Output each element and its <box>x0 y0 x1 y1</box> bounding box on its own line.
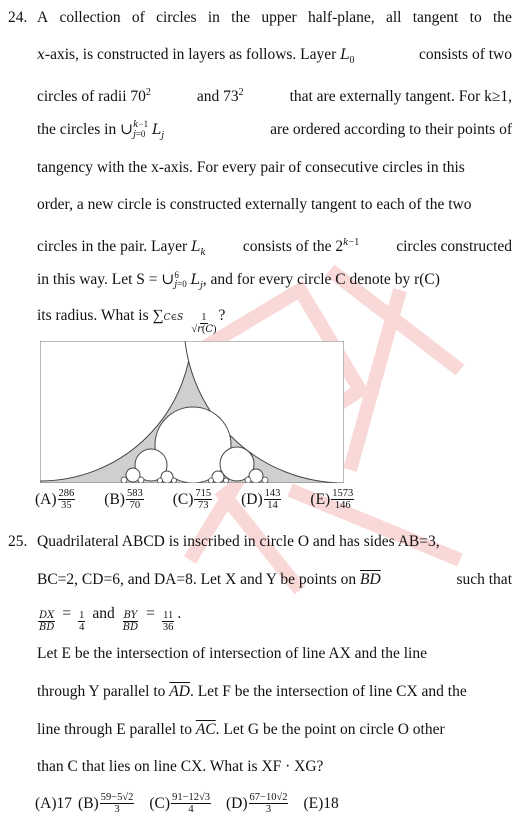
p25-line-6: line through E parallel to $\overline{AC}$. Let G be the point on circle O other <box>37 721 445 738</box>
p24-choice-b[interactable]: (B) $\frac{583}{70}$ <box>104 488 143 511</box>
p24-choice-e[interactable]: (E) $\frac{1573}{146}$ <box>310 488 354 511</box>
p25-choice-e[interactable]: (E)18 <box>303 794 339 812</box>
p24-line-6: order, a new circle is constructed externally tangent to each of the two <box>37 196 472 213</box>
p25-line-7: than C that lies on line CX. What is XF · XG? <box>37 758 324 775</box>
p24-line-4: the circles in ∪ k−1 j=0 $L_j$ are ordered according to their points of <box>37 119 512 141</box>
p24-line-5: tangency with the x-axis. For every pair of consecutive circles in this <box>37 159 465 176</box>
p24-choice-d[interactable]: (D) $\frac{143}{14}$ <box>241 488 281 511</box>
problem-25-number: 25. <box>8 533 28 550</box>
p25-choice-c[interactable]: (C) $\frac{91-12√3}{4}$ <box>149 792 210 815</box>
p25-choices <box>35 792 367 815</box>
p24-choice-c[interactable]: (C) $\frac{715}{73}$ <box>172 488 212 511</box>
p24-sum-fraction: $\frac{1}{√r(C)}$ <box>191 312 217 335</box>
p24-line-9: its radius. What is ∑C∈S $\frac{1}{√r(C)}$ ? <box>37 307 226 335</box>
tangent-circles-figure <box>40 341 344 483</box>
p25-line-3: $\frac{DX}{BD}$ = $\frac{1}{4}$ and $\frac{BY}{BD}$ = $\frac{11}{36}$ . <box>39 605 182 633</box>
p25-choice-d[interactable]: (D) $\frac{67-10√2}{3}$ <box>226 792 288 815</box>
p24-line-8: in this way. Let S = ∪ 6 j=0 $L_j$, and for every circle C denote by r(C) <box>37 269 440 291</box>
p24-line-1: A collection of circles in the upper half-plane, all tangent to the <box>37 9 512 26</box>
p25-line-5: through Y parallel to $\overline{AD}$. Let F be the intersection of line CX and the <box>37 683 467 700</box>
p24-choice-a[interactable]: (A) $\frac{286}{35}$ <box>35 488 75 511</box>
p25-line-4: Let E be the intersection of intersection of line AX and the line <box>37 645 427 662</box>
problem-24-number: 24. <box>8 9 28 26</box>
p24-line-3: circles of radii $70^2$ and $73^2$ that are externally tangent. For k≥1, <box>37 87 512 106</box>
p24-line-2: x-axis, is constructed in layers as follows. Layer $L_0$ consists of two <box>37 46 512 67</box>
p25-line-2: BC=2, CD=6, and DA=8. Let X and Y be points on $\overline{BD}$ such that <box>37 571 512 588</box>
p25-choice-b[interactable]: (B) $\frac{59-5√2}{3}$ <box>78 792 134 815</box>
p25-line-1: Quadrilateral ABCD is inscribed in circle O and has sides AB=3, <box>37 533 440 550</box>
p25-choice-a[interactable]: (A)17 <box>35 794 73 812</box>
p24-line-7: circles in the pair. Layer $L_k$ consists of the $2^{k-1}$ circles constructed <box>37 237 512 258</box>
p24-choices <box>35 488 383 511</box>
